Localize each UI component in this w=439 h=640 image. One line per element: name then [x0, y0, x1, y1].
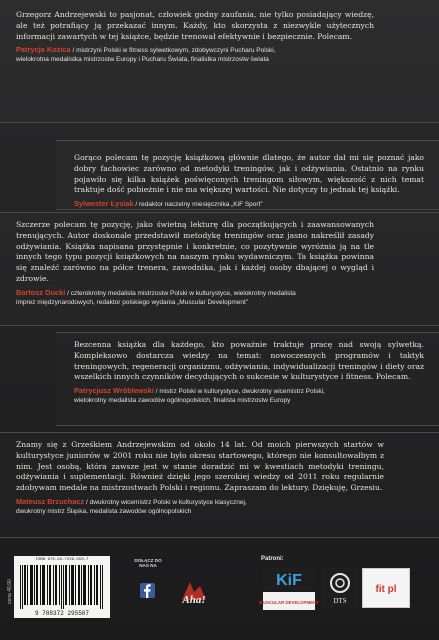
testimonial-author-name: Sylwester Łysiak — [74, 199, 134, 209]
svg-text:KiF: KiF — [276, 572, 302, 589]
testimonial-block-4 — [56, 332, 439, 426]
testimonial-author-desc: / mistrz Polski w kulturystyce, dwukrotny wicemistrz Polski, — [155, 388, 325, 396]
price-label: cena 49,90 — [7, 579, 13, 604]
testimonial-quote: Szczerze polecam tę pozycję, jako świetną lekturę dla początkujących i zaawansowanych trenujących. Autor doskonale przedstawił metodykę treningów oraz jasno nakreślił zasady odżywiania. Książka napisana przystępnie i konkretnie, co pozytywnie wyróżnia ją na tle innych tego typu pozycji książkowych na naszym rynku wydawniczym. Ta książka powinna się znaleźć zarówno na półce trenera, zawodnika, jak i każdej osoby dbającej o wygląd i zdrowie. — [16, 220, 374, 283]
patron-logo-muscular-development — [259, 592, 319, 610]
testimonial-author-desc-2: dwukrotny mistrz Śląska, medalista zawodów ogólnopolskich — [16, 507, 192, 515]
facebook-icon[interactable] — [140, 583, 155, 598]
barcode-bars — [20, 565, 104, 609]
publisher-name: Aha! — [182, 594, 206, 606]
testimonial-author-name: Patrycja Kozica — [16, 45, 71, 55]
testimonial-author-row — [16, 45, 374, 55]
testimonial-quote: Znamy się z Grześkiem Andrzejewskim od około 14 lat. Od moich pierwszych startów w kulturystyce juniorów w 2001 roku nie było okresu startowego, którego nie konsultowałbym z nim. Jest osobą, która zawsze jest w stanie doradzić mi w kwestiach metodyki treningu, odżywiania i suplementacji. Również dzięki jego szerokiej wiedzy od 2011 roku regularnie zdobywam medale na mistrzostwach Polski i regionu. Zapraszam do lektury. Dziękuję, Grzesiu. — [16, 440, 384, 493]
barcode — [14, 556, 110, 618]
publisher-logo — [176, 576, 212, 606]
patron-logo-dts — [322, 568, 358, 608]
join-us-label: DOŁĄCZ DO NAS NA — [134, 558, 162, 569]
testimonial-author-row — [74, 386, 424, 396]
testimonial-author-row — [16, 497, 384, 507]
testimonial-block-2 — [56, 140, 439, 210]
svg-text:fit pl: fit pl — [375, 584, 397, 595]
patron-logo-fitpl — [362, 568, 410, 608]
testimonial-quote: Grzegorz Andrzejewski to pasjonat, człowiek godny zaufania, nie tylko posiadający wiedzę, ale też potrafiący ją przekazać innym. Każdy, kto skorzysta z niezwykle użytecznych informacji zawartych w tej książce, będzie trenował efektywnie i bezpiecznie. Polecam. — [16, 10, 374, 41]
barcode-number: 9 788372 295507 — [34, 610, 89, 617]
patrons-label: Patroni: — [261, 556, 284, 562]
testimonial-block-1 — [0, 0, 439, 123]
testimonial-author-desc: / dwukrotny wicemistrz Polski w kulturystyce klasycznej, — [86, 498, 247, 506]
testimonial-author-desc-2: wielokrotna medalistka mistrzostw Europy i Pucharu Świata, finalistka mistrzostw świata — [16, 56, 269, 64]
isbn-label: ISBN 978-83-7229-550-7 — [35, 558, 89, 562]
testimonial-quote: Bezcenna książka dla każdego, kto poważnie traktuje pracę nad swoją sylwetką. Kompleksowo dostarcza wiedzy na temat: nowoczesnych programów i taktyk treningowych, regeneracji organizmu, odżywiania, indywidualizacji treningów i diety oraz wszelkich innych czynników decydujących o sukcesie w kulturystyce i fitness. Polecam. — [74, 340, 424, 382]
testimonial-block-5 — [0, 432, 439, 538]
svg-text:DTS: DTS — [333, 597, 347, 605]
testimonial-author-name: Patrycjusz Wróblewski — [74, 386, 154, 396]
testimonial-author-desc-2: imprez międzynarodowych, redaktor polskiego wydania „Muscular Development” — [16, 298, 248, 306]
testimonial-author-desc: / redaktor naczelny miesięcznika „KiF Sport” — [135, 201, 263, 209]
testimonial-author-desc: / czterokrotny medalista mistrzostw Polski w kulturystyce, wielokrotny medalista — [67, 289, 296, 297]
testimonial-author-row — [74, 199, 424, 209]
testimonial-author-name: Bartosz Ducki — [16, 287, 66, 297]
svg-text:MUSCULAR DEVELOPMENT: MUSCULAR DEVELOPMENT — [259, 600, 319, 605]
patron-logo-kif — [263, 568, 315, 590]
testimonial-author-row — [16, 288, 374, 298]
testimonial-author-desc-2: wielokrotny medalista zawodów ogólnopolskich, finalista mistrzostw Europy — [74, 397, 291, 405]
testimonial-block-3 — [0, 212, 439, 326]
testimonial-author-desc: / mistrzyni Polski w fitness sylwetkowym, zdobywczyni Pucharu Polski, — [72, 47, 276, 55]
testimonial-quote: Gorąco polecam tę pozycję książkową głównie dlatego, że autor dał mi się poznać jako dobry fachowiec zarówno od metodyki treningów, jak i odżywiania. Ostatnio na rynku pojawiło się kilka książek poświęconych treningom siłowym, większość z nich temat traktuje dość pobieżnie i nie ma większej wartości. Nie dotyczy to jednak tej książki. — [74, 153, 424, 195]
testimonial-author-name: Mateusz Brzuchacz — [16, 496, 85, 506]
